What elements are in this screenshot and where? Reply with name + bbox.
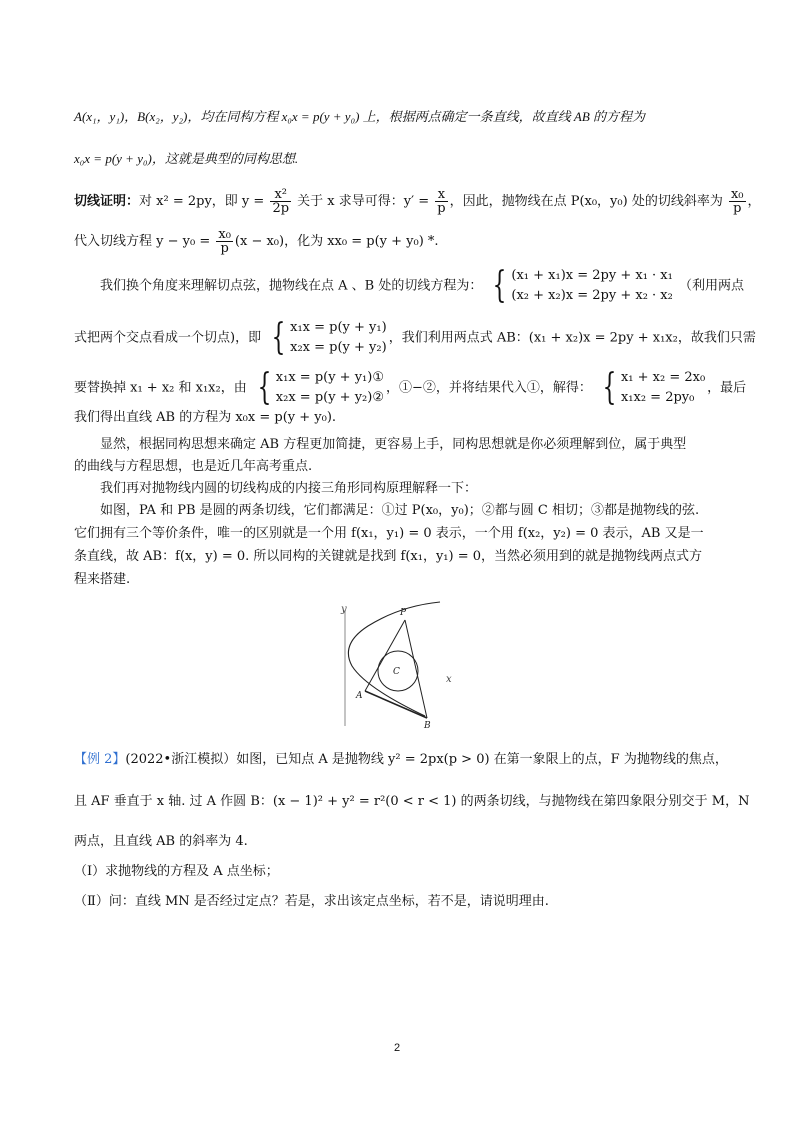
example-tag: 【例 2】: [74, 752, 126, 767]
page-number: 2: [393, 1042, 401, 1054]
paragraph-line: 如图，PA 和 PB 是圆的两条切线，它们都满足：①过 P(x₀，y₀)；②都与圆 C 相切；③都是抛物线的弦.: [100, 503, 700, 518]
fraction: $\frac{\text{x²}}{2p}$: [272, 187, 290, 216]
paragraph-line: 式把两个交点看成一个切点)，即 { x₁x = p(y + y₁) x₂x = p(y + y₂) ，我们利用两点式 AB：(x₁ + x₂)x = 2py + x₁x₂，故我们只需: [74, 317, 756, 358]
paragraph-line: 显然，根据同构思想来确定 AB 方程更加简捷，更容易上手，同构思想就是你必须理解到位，属于典型: [100, 437, 687, 452]
tangent-proof-label: 切线证明：: [74, 194, 140, 209]
paragraph-line: 的曲线与方程思想，也是近几年高考重点.: [74, 459, 313, 474]
label-a: A: [356, 691, 363, 701]
paragraph-line: 它们拥有三个等价条件，唯一的区别就是一个用 f(x₁，y₁) = 0 表示，一个用 f(x₂，y₂) = 0 表示，AB 又是一: [74, 526, 704, 541]
chord-ab: [365, 691, 427, 718]
label-y: y: [341, 604, 347, 615]
fraction: $\frac{x}{p}$: [437, 187, 446, 216]
paragraph-line: 我们得出直线 AB 的方程为 x₀x = p(y + y₀).: [74, 410, 337, 425]
paragraph-line: 程来搭建.: [74, 572, 131, 587]
tangent-pb: [405, 620, 427, 718]
label-p: P: [400, 608, 407, 618]
paragraph-line: 我们换个角度来理解切点弦，抛物线在点 A 、B 处的切线方程为： { (x₁ + x₁)x = 2py + x₁ · x₁ (x₂ + x₂)x = 2py + x₂ · x₂ （利用两点: [100, 265, 744, 306]
equation-system: { x₁ + x₂ = 2x₀ x₁x₂ = 2py₀: [602, 367, 706, 408]
label-b: B: [424, 721, 431, 731]
parabola-figure: [330, 598, 460, 733]
paragraph-line: 我们再对抛物线内圆的切线构成的内接三角形同构原理解释一下：: [100, 481, 478, 496]
paragraph-line: 条直线，故 AB：f(x，y) = 0. 所以同构的关键就是找到 f(x₁，y₁) = 0，当然必须用到的就是抛物线两点式方: [74, 549, 703, 564]
equation-system: { (x₁ + x₁)x = 2py + x₁ · x₁ (x₂ + x₂)x = 2py + x₂ · x₂: [493, 265, 673, 306]
tangent-proof-line: 切线证明：对 x² = 2py，即 y = $\frac{\text{x²}}{2p}$ 关于 x 求导可得：y′ = $\frac{x}{p}$ ，因此，抛物线在点 P(x₀，y₀) 处的切线斜率为 $\frac{\text{x₀}}{p}$ ，: [74, 187, 761, 216]
paragraph-line: A(x₁，y₁)，B(x₂，y₂)，均在同构方程 x₀x = p(y + y₀) 上，根据两点确定一条直线，故直线 AB 的方程为: [74, 109, 646, 124]
paragraph-line: 代入切线方程 y − y₀ = $\frac{\text{x₀}}{p}$ (x − x₀)，化为 xx₀ = p(y + y₀) *.: [74, 227, 439, 256]
label-c: C: [393, 667, 400, 677]
question-2: （Ⅱ）问：直线 MN 是否经过定点？若是，求出该定点坐标，若不是，请说明理由.: [74, 894, 549, 909]
example-line: 两点，且直线 AB 的斜率为 4.: [74, 834, 248, 849]
example-line: 且 AF 垂直于 x 轴. 过 A 作圆 B：(x − 1)² + y² = r²(0 < r < 1) 的两条切线，与抛物线在第四象限分别交于 M，N: [74, 794, 750, 809]
example-line: 【例 2】(2022•浙江模拟）如图，已知点 A 是抛物线 y² = 2px(p > 0) 在第一象限上的点，F 为抛物线的焦点，: [74, 752, 728, 767]
question-1: （Ⅰ）求抛物线的方程及 A 点坐标；: [74, 864, 279, 879]
equation-system: { x₁x = p(y + y₁)① x₂x = p(y + y₂)②: [257, 367, 384, 408]
paragraph-line: x₀x = p(y + y₀)，这就是典型的同构思想.: [74, 151, 299, 166]
label-x: x: [446, 674, 452, 685]
equation-system: { x₁x = p(y + y₁) x₂x = p(y + y₂): [271, 317, 387, 358]
fraction: $\frac{\text{x₀}}{p}$: [218, 227, 231, 256]
fraction: $\frac{\text{x₀}}{p}$: [730, 187, 744, 216]
paragraph-line: 要替换掉 x₁ + x₂ 和 x₁x₂，由 { x₁x = p(y + y₁)① x₂x = p(y + y₂)② ，①−②，并将结果代入①，解得： { x₁ + x₂ = 2x₀ x₁x₂ = 2py₀ ，最后: [74, 367, 747, 408]
